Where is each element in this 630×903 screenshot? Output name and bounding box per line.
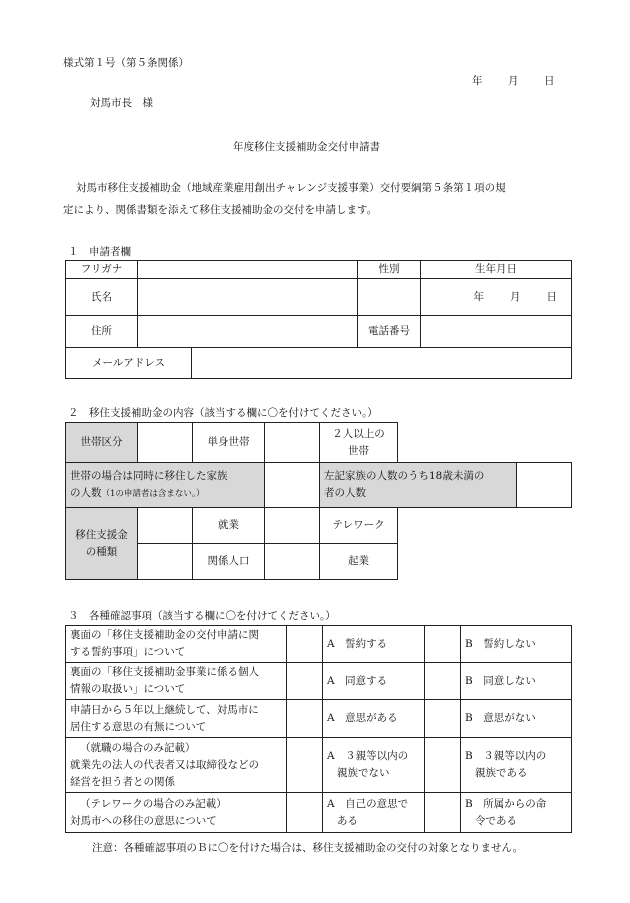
- option-a-label: [323, 738, 425, 793]
- address-field[interactable]: [138, 316, 358, 348]
- document-title: 年度移住支援補助金交付申請書: [233, 141, 380, 153]
- multi-household-line-2: 世帯: [348, 444, 369, 457]
- option-a-checkbox[interactable]: [287, 738, 323, 793]
- minors-count-field[interactable]: [517, 463, 572, 508]
- family-count-table: [65, 462, 572, 508]
- addressee: 対馬市長 様: [90, 97, 153, 109]
- option-a-line: A 誓約する: [327, 637, 388, 650]
- minors-count-line-1: 左記家族の人数のうち18歳未満の: [324, 470, 485, 482]
- subsidy-type-label: [66, 508, 138, 580]
- option-a-checkbox[interactable]: [287, 700, 323, 738]
- question-cell: [66, 626, 287, 663]
- question-line: （就職の場合のみ記載）: [80, 741, 196, 754]
- furigana-label: フリガナ: [66, 261, 138, 279]
- option-b-checkbox[interactable]: [425, 700, 461, 738]
- option-a-label: [323, 626, 425, 663]
- confirmation-row: [66, 663, 572, 700]
- option-b-line: B 同意しない: [465, 674, 536, 687]
- option-b-line: B ３親等以内の: [465, 750, 547, 762]
- option-b-label: [461, 626, 572, 663]
- furigana-field[interactable]: [138, 261, 358, 279]
- question-line: 対馬市への移住の意思について: [70, 814, 217, 827]
- family-count-line-1: 世帯の場合は同時に移住した家族: [70, 469, 228, 482]
- option-b-line: 令である: [475, 814, 517, 827]
- startup-checkbox[interactable]: [265, 544, 320, 580]
- option-a-line: A 自己の意思で: [327, 797, 409, 810]
- phone-label: 電話番号: [358, 316, 421, 348]
- option-a-line: 親族でない: [337, 767, 390, 779]
- option-a-line: A 同意する: [327, 674, 388, 687]
- option-a-checkbox[interactable]: [287, 793, 323, 833]
- question-cell: [66, 700, 287, 738]
- option-b-label: [461, 700, 572, 738]
- subsidy-type-line-1: 移住支援金: [75, 528, 128, 541]
- multi-household-line-1: ２人以上の: [332, 427, 385, 440]
- confirmation-row: [66, 700, 572, 738]
- gender-label: 性別: [358, 261, 421, 279]
- gender-field[interactable]: [358, 279, 421, 316]
- question-line: 経営を担う者との関係: [70, 775, 175, 788]
- option-b-line: B 誓約しない: [465, 637, 536, 650]
- option-a-checkbox[interactable]: [287, 626, 323, 663]
- question-line: 就業先の法人の代表者又は取締役などの: [70, 758, 259, 771]
- option-a-line: A 意思がある: [327, 712, 398, 724]
- question-line: 裏面の「移住支援補助金事業に係る個人: [70, 666, 259, 678]
- email-label: メールアドレス: [66, 348, 192, 379]
- question-cell: [66, 793, 287, 833]
- birthdate-field[interactable]: [421, 279, 572, 316]
- email-field[interactable]: [192, 348, 572, 379]
- option-a-label: [323, 793, 425, 833]
- address-label: 住所: [66, 316, 138, 348]
- single-household-checkbox[interactable]: [265, 423, 320, 463]
- birthdate-label: 生年月日: [421, 261, 572, 279]
- subsidy-type-line-2: の種類: [85, 545, 118, 558]
- family-count-line-2: の人数: [70, 486, 102, 499]
- birth-day-label: 日: [546, 290, 557, 303]
- telework-checkbox[interactable]: [265, 508, 320, 544]
- family-count-note: （1の申請者は含まない。）: [101, 488, 205, 499]
- question-line: 裏面の「移住支援補助金の交付申請に関: [70, 629, 259, 641]
- section3-heading: ３ 各種確認事項（該当する欄に〇を付けてください。）: [68, 610, 336, 622]
- question-line: する誓約事項」について: [70, 646, 186, 658]
- question-cell: [66, 738, 287, 793]
- option-b-checkbox[interactable]: [425, 663, 461, 700]
- related-population-label: 関係人口: [193, 544, 265, 580]
- date-year-label: 年: [472, 75, 483, 87]
- name-label: 氏名: [66, 279, 138, 316]
- startup-label: 起業: [320, 544, 398, 580]
- household-type-label: 世帯区分: [66, 423, 138, 463]
- confirmation-row: [66, 793, 572, 833]
- option-b-line: B 所属からの命: [465, 797, 547, 810]
- minors-count-line-2: 者の人数: [324, 487, 366, 499]
- note-text: 注意：各種確認事項のＢに〇を付けた場合は、移住支援補助金の交付の対象となりません。: [92, 842, 524, 854]
- telework-label: テレワーク: [320, 508, 398, 544]
- household-type-blank: [138, 423, 193, 463]
- birth-year-label: 年: [473, 290, 484, 303]
- date-month-label: 月: [508, 75, 519, 87]
- birth-month-label: 月: [510, 290, 521, 303]
- question-line: 居住する意思の有無について: [70, 720, 207, 733]
- option-b-line: 親族である: [475, 767, 528, 779]
- question-line: （テレワークの場合のみ記載）: [80, 797, 227, 810]
- section1-heading: １ 申請者欄: [68, 246, 131, 258]
- option-b-checkbox[interactable]: [425, 626, 461, 663]
- question-line: 情報の取扱い」について: [70, 683, 186, 695]
- option-b-label: [461, 738, 572, 793]
- question-line: 申請日から５年以上継続して、対馬市に: [70, 703, 259, 716]
- employment-checkbox[interactable]: [138, 508, 193, 544]
- option-b-line: B 意思がない: [465, 712, 536, 724]
- intro-line-2: 定により、関係書類を添えて移住支援補助金の交付を申請します。: [63, 204, 378, 216]
- option-a-checkbox[interactable]: [287, 663, 323, 700]
- phone-field[interactable]: [421, 316, 572, 348]
- option-b-label: [461, 663, 572, 700]
- household-table: [65, 422, 398, 463]
- employment-label: 就業: [193, 508, 265, 544]
- confirmation-row: [66, 626, 572, 663]
- minors-count-label: [320, 463, 517, 508]
- name-field[interactable]: [138, 279, 358, 316]
- intro-line-1: 対馬市移住支援補助金（地域産業雇用創出チャレンジ支援事業）交付要綱第５条第１項の規: [76, 182, 506, 194]
- form-number: 様式第１号（第５条関係）: [63, 57, 189, 69]
- subsidy-type-table: [65, 507, 398, 580]
- option-b-checkbox[interactable]: [425, 738, 461, 793]
- related-population-checkbox[interactable]: [138, 544, 193, 580]
- family-count-label: [66, 463, 265, 508]
- option-a-label: [323, 700, 425, 738]
- single-household-label: 単身世帯: [193, 423, 265, 463]
- confirmation-table: [65, 625, 572, 833]
- applicant-table: [65, 260, 572, 379]
- multi-household-label: [320, 423, 398, 463]
- date-day-label: 日: [544, 75, 555, 87]
- option-a-label: [323, 663, 425, 700]
- confirmation-row: [66, 738, 572, 793]
- family-count-field[interactable]: [265, 463, 320, 508]
- option-b-label: [461, 793, 572, 833]
- section2-heading: ２ 移住支援補助金の内容（該当する欄に〇を付けてください。）: [68, 407, 378, 419]
- option-a-line: A ３親等以内の: [327, 750, 409, 762]
- question-cell: [66, 663, 287, 700]
- option-b-checkbox[interactable]: [425, 793, 461, 833]
- option-a-line: ある: [337, 814, 358, 827]
